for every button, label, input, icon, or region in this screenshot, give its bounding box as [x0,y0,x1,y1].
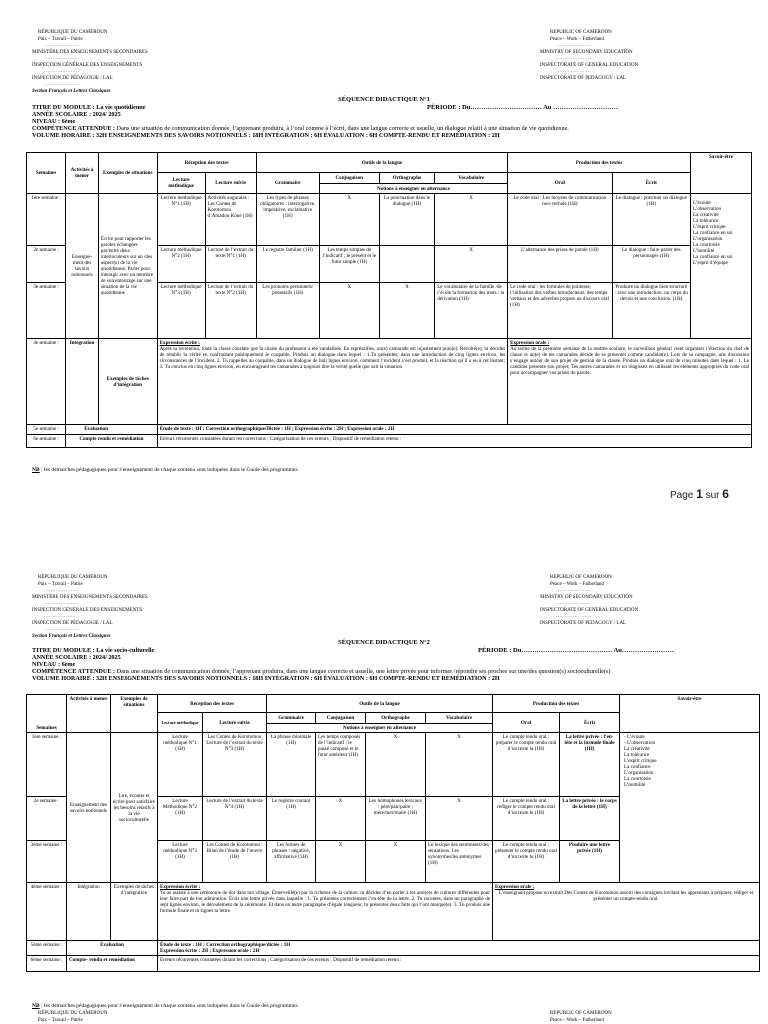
separator: ………………… [44,82,79,87]
col-vocabulaire: Vocabulaire [435,173,508,184]
vocabulary-cell: X [435,194,508,246]
lecture-methodique-cell: Lecture méthodique N°2 (1H) [157,246,205,283]
periode: PÉRIODE : Du…………………………… Au ………………………… [427,104,619,111]
integration-row [27,883,760,941]
motto-fr: Paix – Travail – Patrie [38,36,83,42]
examples-cell: Écrire pour rapporter les paroles échangées par/entre deux interlocuteurs sur un /des aspect(s) de la vie quotidienne. Parler pour interagir avec un membre de son entourage sur une situation de la vie quotidienne [98,194,157,339]
col-reception: Réception des textes [157,153,256,173]
competence-text: Dans une situation de communication donnée, l’apprenant produira, dans une langue correcte et usuelle, une lettre privée pour informer /répondre ses proches sur une/des question(s) socioculturelle(s) [115,668,611,675]
next-header-left [32,1011,107,1024]
level: NIVEAU : 6ème [32,118,76,125]
evaluation-line: Expression écrite : 2H ; Expression orale : 2H [160,948,260,954]
separator: ………………… [556,601,591,606]
header-left [32,575,148,640]
spelling-cell: X [366,733,426,797]
remediation-text: Erreurs récurrentes constatées durant les corrections ; Catégorisation de ces erreurs ; Dispositif de remédiation retenu : [158,956,760,972]
competence-text: Dans une situation de communication donnée, l’apprenant produira, à l’oral comme à l’écrit, dans une langue correcte et usuelle, un dialogue relatif à une situation de vie quotidienne. [115,125,569,132]
activity-cell: Enseignement des savoirs notionnels [67,733,111,883]
republic-en: REPUBLIC OF CAMEROON [550,1011,612,1016]
written-expression-task [158,883,493,941]
col-lecture-suivie: Lecture suivie [203,713,267,733]
col-grammaire: Grammaire [256,173,319,194]
grammar-cell: Les types de phrases obligatoires : interrogative, impérative, exclamative (1H) [256,194,319,246]
school-year: ANNÉE SCOLAIRE : 2024/ 2025 [32,111,121,118]
written-expression-title: Expression écrite : [159,340,200,346]
savoir-item: L’écoute [692,200,711,206]
col-lecture-methodique: Lecture méthodique [157,173,205,194]
vocabulary-cell: X [435,246,508,283]
week-cell: 5e semaine : [27,425,66,435]
col-vocabulaire: Vocabulaire [426,713,493,724]
inspectorate-pedagogy-en: INSPECTORATE OF PEDAGOGY / LAL [540,75,627,81]
motto-en: Peace – Work – Fatherland [550,581,604,587]
section-label: Section Français et Lettres Classiques [32,88,111,94]
activity-cell: Évaluation [67,941,158,956]
written-cell: Produire un dialogue bien structuré : avec une introduction, un corps du devoir et une conclusion. (1H) [612,283,690,339]
volume-line: VOLUME HORAIRE : 32H ENSEIGNEMENTS DES SAVOIRS NOTIONNELS : 18H INTÉGRATION : 6H ÉVALUATION : 6H COMPTE-RENDU ET REMÉDIATION : 2H [32,132,500,139]
col-oral: Oral [493,713,560,733]
written-expression-text: Après la récréation, toute la classe constate que la chaise du professeur a été vandalisée. En représailles, un(e) camarade est injustement puni(e). Révolté(e), tu décides de rétablir la vérité en confrontant publiquement le coupable. Produis un dialogue dans lequel : 1.Tu présentes, dans une introduction de cinq lignes environ, les circonstances de l’incident. 2. Tu rappelles au coupable, dans un dialogue de huit lignes environ, comment l’incident s’est produit, et la réaction qu’il a eu à cet instant; 3. Tu conclus en cinq lignes environ, en encourageant tes camarades à toujours dire la vérité quelle que soit la situation [159,346,506,370]
col-semaines: Semaines [27,695,67,733]
nb-text: : les démarches pédagogiques pour l’enseignement de chaque contenu sont indiquées dans le Guide des programmes. [39,467,299,473]
examples-cell: Exemples de tâches d’intégration [111,883,158,941]
week-cell: 2e semaine : [27,246,66,283]
col-outils: Outils de la langue [267,695,493,713]
col-oral: Oral [508,173,613,194]
savoir-item: L’humilité [624,782,646,788]
motto-fr: Paix – Travail – Patrie [38,1017,83,1023]
lecture-suivie-cell: Lecture de l’extrait du texte N°2 (1H) [205,283,256,339]
sequence-title: SÉQUENCE DIDACTIQUE N°2 [338,639,430,646]
col-ecrit: Écrit [560,713,620,733]
savoir-item: La tolérance [692,218,719,224]
savoir-item: L’humilité [692,248,715,254]
savoir-item: L’esprit critique [624,758,657,764]
oral-cell: Le code oral : Les moyens de communication non-verbale (1H) [508,194,613,246]
savoir-item: - L’observation [624,740,656,746]
activity-cell: Intégration [66,339,99,425]
activity-cell: Évaluation [66,425,157,435]
module-title: TITRE DU MODULE : La vie quotidienne [32,104,146,111]
ministry-en: MINISTRY OF SECONDARY EDUCATION [540,594,633,600]
oral-expression-task [493,883,760,941]
page-prefix: Page [670,490,697,501]
section-label: Section Français et Lettres Classiques [32,633,111,639]
separator: ………………… [556,43,591,48]
week-cell: 1ère semaine : [27,194,66,246]
evaluation-line: Étude de texte : 1H ; Correction orthographique/dictée : 1H [160,942,291,948]
col-savoir: Savoir-être [620,695,760,733]
savoir-item: La courtoisie [624,776,651,782]
col-ecrit: Écrit [612,173,690,194]
spelling-cell: Les homophones lexicaux : père/pair/paire ; mère/mer/maire (1H) [366,797,426,841]
col-production: Production des textes [508,153,691,173]
oral-cell: L’alternance des prises de parole (1H) [508,246,613,283]
notions-alternance: Notions à enseigner en alternance [267,724,493,733]
examples-cell: Exemples de tâches d’intégration [98,339,157,425]
conjugation-cell: Les temps composés de l’indicatif : le passé composé et le futur antérieur (1H) [316,733,366,797]
lecture-suivie-cell: Lecture de l’extrait du texte N°4 (1H) [203,797,267,841]
sequence-table [26,694,760,972]
written-cell: La lettre privée : l’en-tête et la formule finale (1H) [560,733,620,797]
evaluation-row [27,941,760,956]
savoir-item: La tolérance [624,752,650,758]
savoir-item: La confiance en soi [692,254,733,260]
table-row [27,733,760,797]
inspectorate-general-en: INSPECTORATE OF GENERAL EDUCATION [540,607,639,613]
sequence-meta [32,647,752,682]
col-lecture-suivie: Lecture suivie [205,173,256,194]
conjugation-cell: Les temps simples de l’indicatif ; le présent et le futur simple (1H) [319,246,379,283]
oral-cell: Le compte rendu oral : rédiger le compte rendu oral d’un texte lu (1H) [493,797,560,841]
col-activites: Activités à mener [66,153,99,194]
col-orthographe: Orthographe [366,713,426,724]
col-exemples: Exemples de situations [98,153,157,194]
col-reception: Réception des textes [158,695,267,713]
ministry-fr: MINISTÈRE DES ENSEIGNEMENTS SECONDAIRES [32,594,148,600]
next-header-right [540,1011,612,1024]
savoir-item: L’organisation [624,770,654,776]
col-savoir: Savoir-être [690,153,751,194]
written-expression-text: Tu as assisté à une cérémonie de dot dans ton village. Émerveillé(e) par la richesse de la culture, tu décides d’en parler à tes ami(e)s de cultures différentes pour leur faire part de ton admiration. Écris une lettre privée dans laquelle : 1. Tu présentes correctement l’en-tête de la lettre. 2. Tu racontes, dans un paragraphe de sept lignes environ, le déroulement de la cérémonie. Et dans un autre paragraphe d’égale longueur, tu présentes deux faits qui t’ont marqué(e). 3. Tu produis une formule finale et tu signes ta lettre. [160,890,491,914]
col-lecture-methodique: Lecture méthodique [158,713,203,733]
page-sep: sur [702,490,723,501]
grammar-cell: La phrase minimale (1H) [267,733,316,797]
separator: ………………… [556,56,591,61]
ministry-fr: MINISTÈRE DES ENSEIGNEMENTS SECONDAIRES [32,49,148,55]
savoir-item: La confiance en soi [692,230,733,236]
separator: ………………… [556,588,591,593]
sequence-title: SÉQUENCE DIDACTIQUE N°1 [338,96,430,103]
motto-en: Peace – Work – Fatherland [550,36,604,42]
remediation-text: Erreurs récurrentes constatées durant les corrections ; Catégorisation de ces erreurs ; Dispositif de remédiation retenu : [157,435,751,448]
republic-fr: RÉPUBLIQUE DU CAMEROUN [38,30,108,35]
lecture-suivie-cell: Activités augurales : Les Contes de Korotomou d’Amadou Koné (1H) [205,194,256,246]
inspection-pedagogie-fr: INSPECTION DE PÉDAGOGIE / LAL [32,620,113,626]
col-semaines: Semaines [27,153,66,194]
evaluation-text [158,941,760,956]
lecture-suivie-cell: Lecture de l’extrait du texte N°1 (1H) [205,246,256,283]
conjugation-cell: X [319,194,379,246]
grammar-cell: Le registre familier (1H) [256,246,319,283]
separator: ………………… [44,601,79,606]
nb-label: NB [32,1003,40,1009]
grammar-cell: Le registre courant (1H) [267,797,316,841]
lecture-methodique-cell: Lecture méthodique N°3 (1H) [157,283,205,339]
conjugation-cell: X [319,283,379,339]
savoir-item: - L’écoute [624,734,645,740]
col-exemples: Exemples de situations [111,695,158,733]
separator: ………………… [44,614,79,619]
savoir-etre-list [620,733,760,883]
separator: ………………… [44,56,79,61]
periode: PÉRIODE : Du…………………………………… Au…………………… [478,647,674,654]
level: NIVEAU : 6ème [32,661,76,668]
activity-cell: Compte rendu et remédiation [66,435,157,448]
oral-cell: Le code oral : les formules de politesse, l’utilisation des verbes introducteurs, des temps verbaux et des adverbes propres au discours oral (1H) [508,283,613,339]
activity-cell: Enseigne-ment des savoirs notionnels [66,194,99,339]
separator: ………………… [44,69,79,74]
savoir-item: L’esprit d’équipe [692,260,728,266]
inspection-pedagogie-fr: INSPECTION DE PÉDAGOGIE / LAL [32,75,113,81]
oral-expression-text: L’enseignant propose un extrait Des Contes de Korotomou assorti des consignes invitant les apprenants à préparer, rédiger et présenter un compte-rendu oral. [498,890,754,902]
week-cell: 3e semaine : [27,283,66,339]
spelling-cell: La ponctuation dans le dialogue (1H) [379,194,435,246]
savoir-item: La créativité [624,746,650,752]
nb-label: NB [32,467,40,473]
competence-label: COMPÉTENCE ATTENDUE : [32,125,116,132]
volume-line: VOLUME HORAIRE : 32H ENSEIGNEMENTS DES SAVOIRS NOTIONNELS : 18H INTÉGRATION : 6H ÉVALUATION : 6H COMPTE-RENDU ET REMÉDIATION : 2H [32,675,500,682]
lecture-suivie-cell: Les Contes de Korotomou : Bilan de l’étude de l’œuvre (1H) [203,841,267,883]
col-production: Production des textes [493,695,620,713]
separator: ………………… [556,69,591,74]
header-right [540,575,638,627]
motto-en: Peace – Work – Fatherland [550,1017,604,1023]
activity-cell: Compte- rendu et remédiation [67,956,158,972]
separator: ………………… [44,627,79,632]
lecture-methodique-cell: Lecture méthodique N°3 (1H) [158,841,203,883]
republic-en: REPUBLIC OF CAMEROON [550,30,612,35]
conjugation-cell: X [316,797,366,841]
written-cell: La lettre privée : le corps de la lettre (1H) [560,797,620,841]
separator: ………………… [44,43,79,48]
separator: ………………… [556,614,591,619]
week-cell: 4ème semaine : [27,883,67,941]
grammar-cell: Les formes de phrases : négative, affirmative (1H) [267,841,316,883]
module-title: TITRE DU MODULE : La vie socio-culturelle [32,647,155,654]
week-cell: 2e semaine : [27,797,67,841]
oral-cell: Le compte rendu oral : présenter le compte rendu oral d’un texte lu (1H) [493,841,560,883]
written-expression-title: Expression écrite : [160,884,201,890]
week-cell: 3ème semaine : [27,841,67,883]
col-conjugaison: Conjugaison [319,173,379,184]
remediation-row [27,956,760,972]
competence-label: COMPÉTENCE ATTENDUE : [32,668,116,675]
motto-fr: Paix – Travail – Patrie [38,581,83,587]
week-cell: 6ème semaine : [27,956,67,972]
lecture-methodique-cell: Lecture méthodique N°1 (1H) [157,194,205,246]
col-conjugaison: Conjugaison [316,713,366,724]
examples-cell: Lire, écouter et écrire pour satisfaire les besoins relatifs à la vie socioculturelle [111,733,158,883]
grammar-cell: Les pronoms personnels/ possessifs (1H) [256,283,319,339]
page-current: 1 [696,487,703,501]
nb-text: : les démarches pédagogiques pour l’enseignement de chaque contenu sont indiquées dans le Guide des programmes. [39,1003,299,1009]
oral-expression-text: Au terme de la première semaine de la rentrée scolaire, le surveillant général vient organiser l’élection du chef de classe et un(e) de tes camarades décide de se présenter comme candidat(e). Lors de sa campagne, une discussion s’engage autour de son projet de gestion de la classe. Produis un dialogue oral de cinq minutes dans lequel : 1. Le candidat présente son projet; Tes autres camarades et toi réagissez en utilisant les éléments appropriés du code oral pour accompagner vos prises de parole. [510,346,749,376]
lecture-suivie-cell: Les Contes de Korotomou Lecture de l’extrait du texte N°3 (1H) [203,733,267,797]
lecture-methodique-cell: Lecture Méthodique N°2 (1H) [158,797,203,841]
col-orthographe: Orthographe [379,173,435,184]
separator: ………………… [44,588,79,593]
school-year: ANNÉE SCOLAIRE : 2024/ 2025 [32,654,121,661]
oral-expression-title: Expression orale : [495,884,535,890]
spelling-cell: X [366,841,426,883]
page-total: 6 [722,487,729,501]
savoir-item: La confiance [624,764,651,770]
inspection-general-fr: INSPECTION GÉNÉRALE DES ENSEIGNEMENTS [32,607,143,613]
republic-fr: RÉPUBLIQUE DU CAMEROUN [38,1011,108,1016]
notions-alternance: Notions à enseigner en alternance [319,184,507,194]
written-cell: Le dialogue : ponctuer un dialogue (1H) [612,194,690,246]
ministry-en: MINISTRY OF SECONDARY EDUCATION [540,49,633,55]
inspection-general-fr: INSPECTION GÉNÉRALE DES ENSEIGNEMENTS [32,62,143,68]
week-cell: 5ème semaine : [27,941,67,956]
col-activites: Activités à mener [67,695,111,733]
oral-cell: Le compte rendu oral : préparer le compte rendu oral d’un texte lu (1H) [493,733,560,797]
week-cell: 6e semaine : [27,435,66,448]
savoir-item: La courtoisie [692,242,720,248]
nb-note [32,1003,299,1009]
spelling-cell: X [379,283,435,339]
savoir-item: L’organisation [692,236,723,242]
republic-fr: RÉPUBLIQUE DU CAMEROUN [38,575,108,580]
col-grammaire: Grammaire [267,713,316,724]
activity-cell: Intégration [67,883,111,941]
evaluation-text: Étude de texte : 1H ; Correction orthographique/Dictée : 1H ; Expression écrite : 2H ; Expression orale : 2H [157,425,751,435]
inspectorate-general-en: INSPECTORATE OF GENERAL EDUCATION [540,62,639,68]
savoir-item: L’esprit critique [692,224,726,230]
oral-expression-title: Expression orale : [510,340,550,346]
conjugation-cell: X [316,841,366,883]
week-cell: 1ère semaine : [27,733,67,797]
savoir-item: L’observation [692,206,722,212]
inspectorate-pedagogy-en: INSPECTORATE OF PEDAGOGY / LAL [540,620,627,626]
written-cell: Le dialogue : faire parler des personnages (1H) [612,246,690,283]
week-cell: 4e semaine : [27,339,66,425]
col-outils: Outils de la langue [256,153,507,173]
vocabulary-cell: Le lexique des sentiments/des sensations. Les synonymes/les antonymes (1H) [426,841,493,883]
vocabulary-cell: Le vocabulaire de la famille /de l’école la formation des mots : la dérivation (1H) [435,283,508,339]
written-cell: Produire une lettre privée (1H) [560,841,620,883]
vocabulary-cell: X [426,797,493,841]
lecture-methodique-cell: Lecture méthodique N°1 (1H) [158,733,203,797]
vocabulary-cell: X [426,733,493,797]
republic-en: REPUBLIC OF CAMEROON [550,575,612,580]
savoir-item: La créativité [692,212,719,218]
